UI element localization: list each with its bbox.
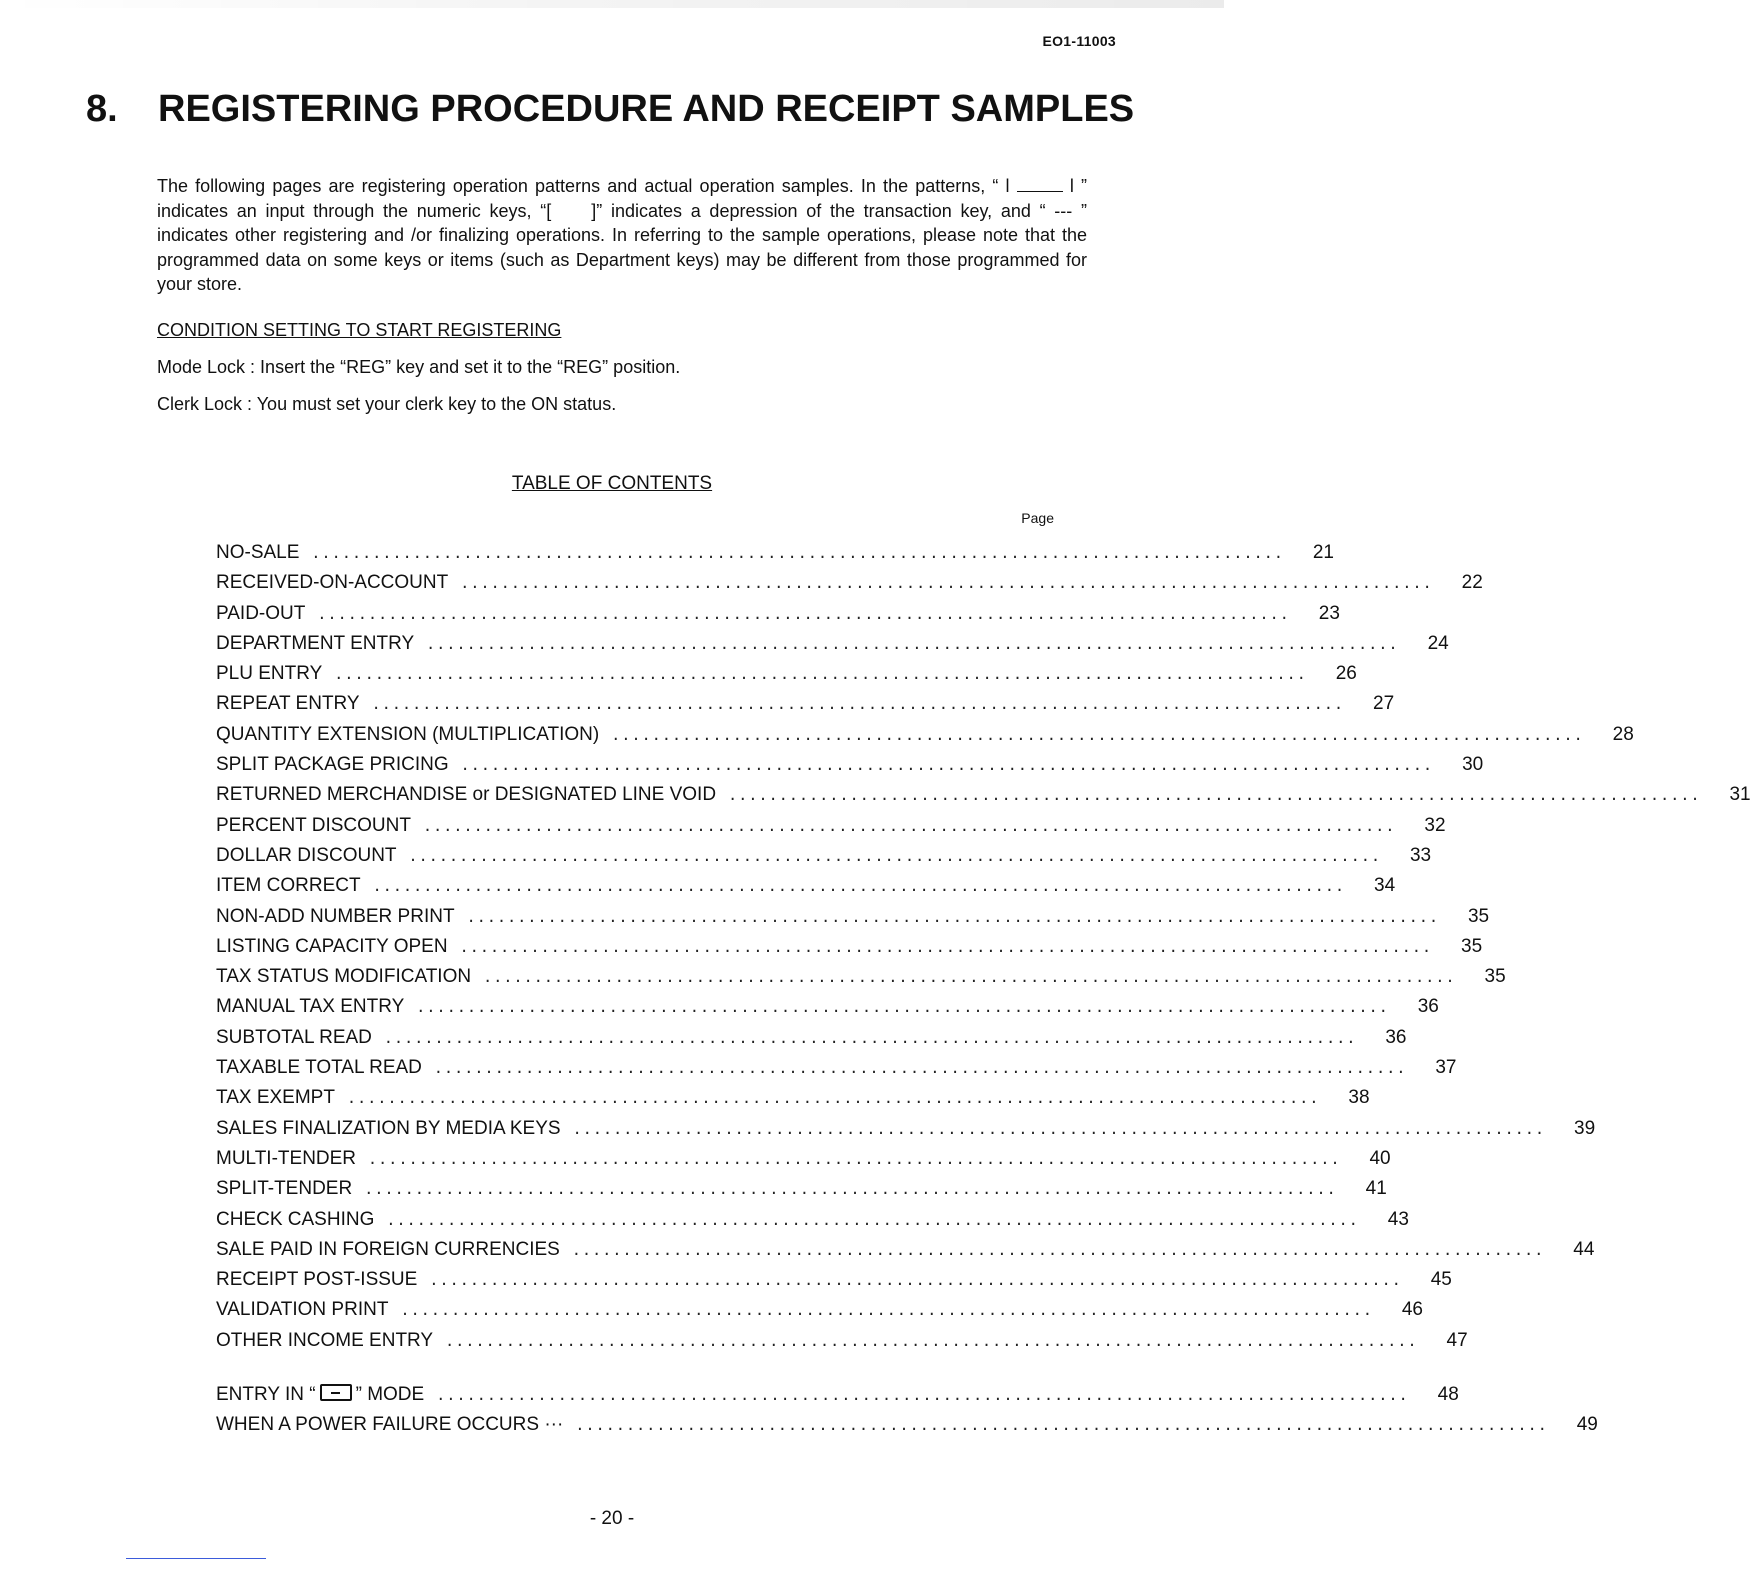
leader-dots: ................................................................................................	[433, 1059, 1407, 1078]
toc-entry-label: REPEAT ENTRY	[216, 693, 360, 715]
toc-entry[interactable]	[216, 1208, 1409, 1239]
toc-entry-label: RETURNED MERCHANDISE or DESIGNATED LINE VOID	[216, 784, 717, 806]
mode-lock-text: Mode Lock : Insert the “REG” key and set it to the “REG” position.	[157, 357, 681, 377]
leader-dots: ................................................................................................	[383, 1028, 1357, 1047]
toc-entry-page: 49	[1576, 1414, 1598, 1436]
toc-entry-page: 26	[1335, 663, 1357, 685]
toc-entry[interactable]	[216, 1026, 1407, 1057]
leader-dots: ................................................................................................	[459, 937, 1433, 956]
toc-entry-label: QUANTITY EXTENSION (MULTIPLICATION)	[216, 723, 600, 745]
toc-entry-page: 24	[1427, 632, 1449, 654]
chapter-title: REGISTERING PROCEDURE AND RECEIPT SAMPLES	[158, 88, 1135, 130]
toc-entry-label: RECEIVED-ON-ACCOUNT	[216, 572, 449, 594]
leader-dots: ................................................................................................	[311, 544, 1284, 562]
toc-entry-label: OTHER INCOME ENTRY	[216, 1329, 434, 1351]
leader-dots: ................................................................................................	[372, 877, 1346, 896]
toc-entry-page: 27	[1373, 693, 1395, 715]
mode-key-icon	[320, 1384, 352, 1401]
leader-dots: ................................................................................................	[368, 1149, 1341, 1168]
leader-dots: ................................................................................................	[466, 907, 1440, 926]
page-number: - 20 -	[589, 1508, 635, 1529]
toc-entry[interactable]	[216, 875, 1396, 905]
condition-heading: CONDITION SETTING TO START REGISTERING	[157, 320, 562, 340]
toc-entry-label	[216, 1384, 424, 1406]
toc-entry[interactable]	[216, 663, 1357, 693]
toc-entry[interactable]	[216, 1384, 1459, 1414]
leader-dots: ................................................................................................	[426, 634, 1399, 653]
toc-entry-page: 34	[1374, 875, 1396, 897]
leader-dots: ................................................................................................	[483, 968, 1456, 987]
toc-entry-label: TAXABLE TOTAL READ	[216, 1057, 422, 1079]
toc-entry-page: 31	[1729, 784, 1751, 806]
toc-entry[interactable]	[216, 784, 1751, 814]
toc-entry-label: WHEN A POWER FAILURE OCCURS ···	[216, 1414, 564, 1436]
toc-entry-page: 35	[1461, 935, 1483, 957]
chapter-number: 8.	[86, 88, 118, 130]
toc-entry-label: SUBTOTAL READ	[216, 1026, 372, 1048]
toc-entry-label: TAX EXEMPT	[216, 1087, 335, 1109]
toc-entry[interactable]	[216, 754, 1484, 784]
toc-entry[interactable]	[216, 693, 1395, 723]
toc-entry-page: 40	[1369, 1147, 1391, 1169]
leader-dots: ................................................................................................	[460, 574, 1433, 593]
leader-dots: ................................................................................................	[445, 1331, 1418, 1350]
leader-dots: ................................................................................................	[429, 1271, 1402, 1290]
leader-dots: ................................................................................................	[364, 1180, 1337, 1199]
toc-title: TABLE OF CONTENTS	[511, 473, 713, 494]
numeric-input-blank	[1017, 177, 1063, 192]
toc-entry-label: SPLIT-TENDER	[216, 1178, 353, 1200]
leader-dots: ................................................................................................	[408, 846, 1382, 865]
toc-entry-label-after: ” MODE	[355, 1384, 425, 1406]
toc-entry-label: PAID-OUT	[216, 602, 306, 624]
toc-entry[interactable]	[216, 996, 1439, 1026]
leader-dots: ................................................................................................	[611, 725, 1584, 744]
toc-entry[interactable]	[216, 1178, 1387, 1208]
toc-entry[interactable]	[216, 1147, 1391, 1178]
toc-entry[interactable]	[216, 1299, 1423, 1329]
toc-entry-page: 48	[1437, 1384, 1459, 1406]
intro-text-2a: “ l	[992, 176, 1010, 196]
toc-entry[interactable]	[216, 935, 1483, 966]
toc-entry-page: 35	[1484, 966, 1506, 988]
chapter-heading	[86, 88, 1136, 131]
toc-entry[interactable]	[216, 844, 1432, 875]
toc-entry-label: PLU ENTRY	[216, 663, 323, 685]
toc-entry-page: 36	[1385, 1026, 1407, 1048]
toc-entry-page: 33	[1409, 844, 1432, 866]
toc-entry-label: MULTI-TENDER	[216, 1147, 357, 1169]
toc-entry-label: DOLLAR DISCOUNT	[216, 844, 397, 866]
leader-dots: ................................................................................................	[317, 604, 1290, 623]
toc-entry[interactable]	[216, 572, 1483, 602]
toc-entry-page: 35	[1467, 905, 1490, 927]
leader-dots: ................................................................................................	[460, 756, 1434, 775]
toc-entry-label: NON-ADD NUMBER PRINT	[216, 905, 455, 927]
toc-entry-label: NO-SALE	[216, 542, 300, 563]
leader-dots: ................................................................................................	[386, 1210, 1359, 1229]
leader-dots: ................................................................................................	[334, 665, 1307, 684]
toc-entry-page: 44	[1573, 1238, 1595, 1260]
toc-entry-page: 43	[1387, 1208, 1409, 1230]
toc-entry[interactable]	[216, 723, 1634, 754]
toc-entry[interactable]	[216, 1414, 1598, 1444]
toc-entry[interactable]	[216, 602, 1340, 633]
leader-dots: ................................................................................................	[346, 1089, 1320, 1108]
toc-entry-label: CHECK CASHING	[216, 1208, 375, 1230]
clerk-lock-text: Clerk Lock : You must set your clerk key to the ON status.	[157, 394, 617, 414]
leader-dots: ................................................................................................	[400, 1301, 1373, 1320]
toc-entry[interactable]	[216, 1087, 1370, 1117]
leader-dots: ................................................................................................	[436, 1386, 1409, 1405]
intro-paragraph	[157, 174, 1087, 297]
leader-dots: ................................................................................................	[571, 1240, 1545, 1259]
toc-entry[interactable]	[216, 966, 1506, 996]
toc-entry-page: 21	[1312, 542, 1334, 563]
scan-edge	[0, 0, 1224, 8]
leader-dots: ................................................................................................	[572, 1119, 1546, 1138]
toc-entry[interactable]	[216, 1269, 1452, 1299]
toc-separator	[216, 1360, 1050, 1384]
toc-entry[interactable]	[216, 814, 1446, 845]
toc-entry-label: MANUAL TAX ENTRY	[216, 996, 405, 1018]
toc-entry-page: 38	[1348, 1087, 1370, 1109]
toc-entry-page: 41	[1365, 1178, 1387, 1200]
toc-entry[interactable]	[216, 905, 1490, 936]
toc-page-header: Page	[1021, 510, 1054, 526]
table-of-contents	[216, 542, 1751, 1445]
toc-entry-page: 45	[1430, 1269, 1452, 1291]
toc-entry[interactable]	[216, 1057, 1457, 1087]
leader-dots: ................................................................................................	[422, 816, 1396, 835]
toc-entry-page: 39	[1574, 1117, 1596, 1139]
toc-entry[interactable]	[216, 1238, 1595, 1269]
leader-dots: ................................................................................................	[416, 998, 1389, 1017]
toc-entry[interactable]	[216, 1329, 1468, 1360]
toc-entry-label: SPLIT PACKAGE PRICING	[216, 754, 449, 776]
document-id: EO1-11003	[1042, 33, 1116, 49]
toc-entry-page: 37	[1435, 1057, 1457, 1079]
toc-entry[interactable]	[216, 542, 1334, 572]
toc-entry-page: 32	[1424, 814, 1446, 836]
toc-entry-label: PERCENT DISCOUNT	[216, 814, 411, 836]
toc-entry-page: 22	[1461, 572, 1483, 594]
toc-entry[interactable]	[216, 1117, 1596, 1148]
toc-entry-page: 36	[1417, 996, 1439, 1018]
toc-entry-label: RECEIPT POST-ISSUE	[216, 1269, 418, 1291]
intro-text-1: The following pages are registering operation patterns and actual operation samples. In the patterns,	[157, 176, 986, 196]
toc-entry-label: VALIDATION PRINT	[216, 1299, 389, 1321]
toc-entry-label: TAX STATUS MODIFICATION	[216, 966, 472, 988]
toc-entry-page: 28	[1612, 723, 1634, 745]
toc-entry-page: 30	[1462, 754, 1484, 776]
toc-entry-page: 47	[1446, 1329, 1468, 1351]
toc-entry-page: 46	[1401, 1299, 1423, 1321]
toc-entry-page: 23	[1318, 602, 1340, 624]
toc-entry-label: SALE PAID IN FOREIGN CURRENCIES	[216, 1238, 560, 1260]
leader-dots: ................................................................................................	[371, 695, 1345, 714]
leader-dots: ................................................................................................	[575, 1416, 1548, 1435]
intro-text-2b: l ” indicates an input through the numeric keys, “[	[157, 176, 1087, 221]
footer-rule	[126, 1558, 266, 1559]
toc-entry-label: ITEM CORRECT	[216, 875, 361, 897]
leader-dots: ................................................................................................	[728, 786, 1701, 805]
toc-entry[interactable]	[216, 632, 1449, 663]
toc-entry-label: DEPARTMENT ENTRY	[216, 632, 415, 654]
intro-text-2c: ]” indicates a depression of the transaction key, and “ --- ” indicates other registering and /or finalizing operations. In referring to the sample operations, please note that the programmed data on some keys or items (such as Department keys) may be different from those programmed for your store.	[157, 200, 1087, 294]
toc-entry-label: LISTING CAPACITY OPEN	[216, 935, 448, 957]
toc-entry-label: SALES FINALIZATION BY MEDIA KEYS	[216, 1117, 561, 1139]
toc-entry-label-before: ENTRY IN “	[216, 1384, 316, 1406]
